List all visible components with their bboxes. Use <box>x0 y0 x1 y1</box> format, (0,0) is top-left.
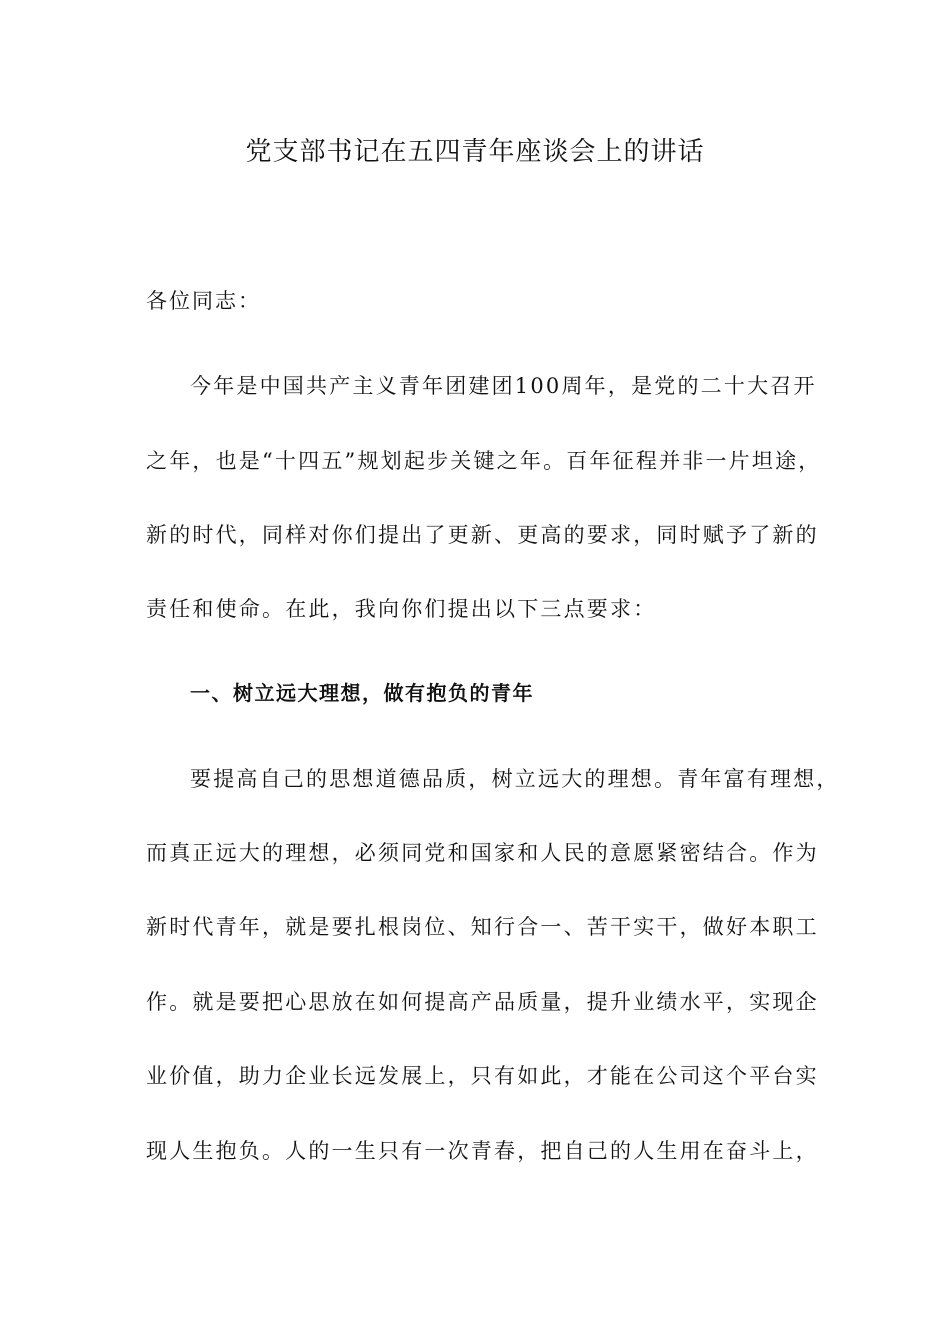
document-title: 党支部书记在五四青年座谈会上的讲话 <box>245 137 705 167</box>
paragraph-line: 新的时代，同样对你们提出了更新、更高的要求，同时赋予了新的 <box>146 523 819 547</box>
paragraph-line: 之年，也是“十四五”规划起步关键之年。百年征程并非一片坦途， <box>146 449 822 473</box>
paragraph-line: 新时代青年，就是要扎根岗位、知行合一、苦干实干，做好本职工 <box>146 915 819 939</box>
paragraph-line: 今年是中国共产主义青年团建团100周年，是党的二十大召开 <box>190 374 817 398</box>
paragraph-line: 而真正远大的理想，必须同党和国家和人民的意愿紧密结合。作为 <box>146 841 819 865</box>
section-heading: 一、树立远大理想，做有抱负的青年 <box>190 681 534 705</box>
paragraph-line: 责任和使命。在此，我向你们提出以下三点要求： <box>146 597 657 621</box>
paragraph-line: 现人生抱负。人的一生只有一次青春，把自己的人生用在奋斗上， <box>146 1139 819 1163</box>
paragraph-line: 业价值，助力企业长远发展上，只有如此，才能在公司这个平台实 <box>146 1064 819 1088</box>
salutation: 各位同志： <box>146 289 261 313</box>
paragraph-line: 要提高自己的思想道德品质，树立远大的理想。青年富有理想， <box>190 767 840 791</box>
paragraph-line: 作。就是要把心思放在如何提高产品质量，提升业绩水平，实现企 <box>146 990 819 1014</box>
